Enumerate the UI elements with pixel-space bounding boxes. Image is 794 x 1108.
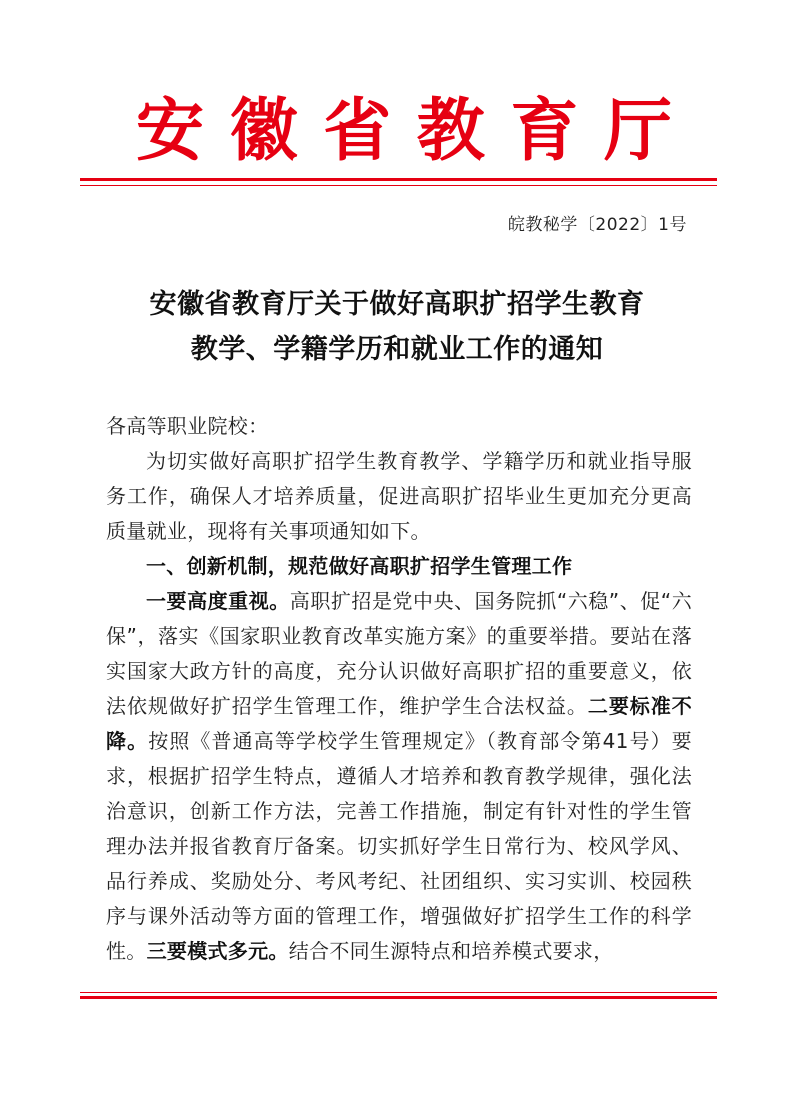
document-title-line-1: 安徽省教育厅关于做好高职扩招学生教育 [149,289,645,320]
agency-masthead [80,88,714,174]
masthead-char: 育 [510,91,579,171]
paragraph-text: 结合不同生源特点和培养模式要求， [288,939,614,963]
masthead-char: 徽 [229,91,298,171]
header-rule-thick [80,178,717,181]
paragraph-text: 按照《普通高等学校学生管理规定》（教育部令第41号）要求，根据扩招学生特点，遵循人才培养和教育教学规律，强化法治意识，创新工作方法，完善工作措施，制定有针对性的学生管理办法并报省教育厅备案。切实抓好学生日常行为、校风学风、品行养成、奖励处分、考风考纪、社团组织、实习实训、校园秩序与课外活动等方面的管理工作，增强做好扩招学生工作的科学性。 [106,729,692,963]
masthead-char: 安 [136,91,205,171]
point-heading: 三要模式多元。 [146,939,289,963]
masthead-char: 厅 [603,91,672,171]
footer-rule-thin [80,992,717,993]
header-rule-thin [80,185,717,186]
section-paragraph [106,584,692,969]
masthead-char: 教 [416,91,485,171]
paragraph-text: 高职扩招是党中央、国务院抓“六稳”、促“六保”，落实《国家职业教育改革实施方案》的重要举措。要站在落实国家大政方针的高度，充分认识做好高职扩招的重要意义，依法依规做好扩招学生管理工作，维护学生合法权益。 [106,589,692,718]
masthead-char: 省 [323,91,392,171]
point-heading: 二要标准不降。 [106,694,692,753]
document-body [106,409,692,969]
footer-rule-thick [80,996,717,999]
document-title-line-2: 教学、学籍学历和就业工作的通知 [190,334,604,365]
intro-paragraph: 为切实做好高职扩招学生教育教学、学籍学历和就业指导服务工作，确保人才培养质量，促进高职扩招毕业生更加充分更高质量就业，现将有关事项通知如下。 [106,449,692,543]
point-heading: 一要高度重视。 [146,589,290,613]
document-number: 皖教秘学〔2022〕1号 [507,215,687,235]
section-heading: 一、创新机制，规范做好高职扩招学生管理工作 [146,554,573,578]
salutation: 各高等职业院校： [106,414,269,438]
